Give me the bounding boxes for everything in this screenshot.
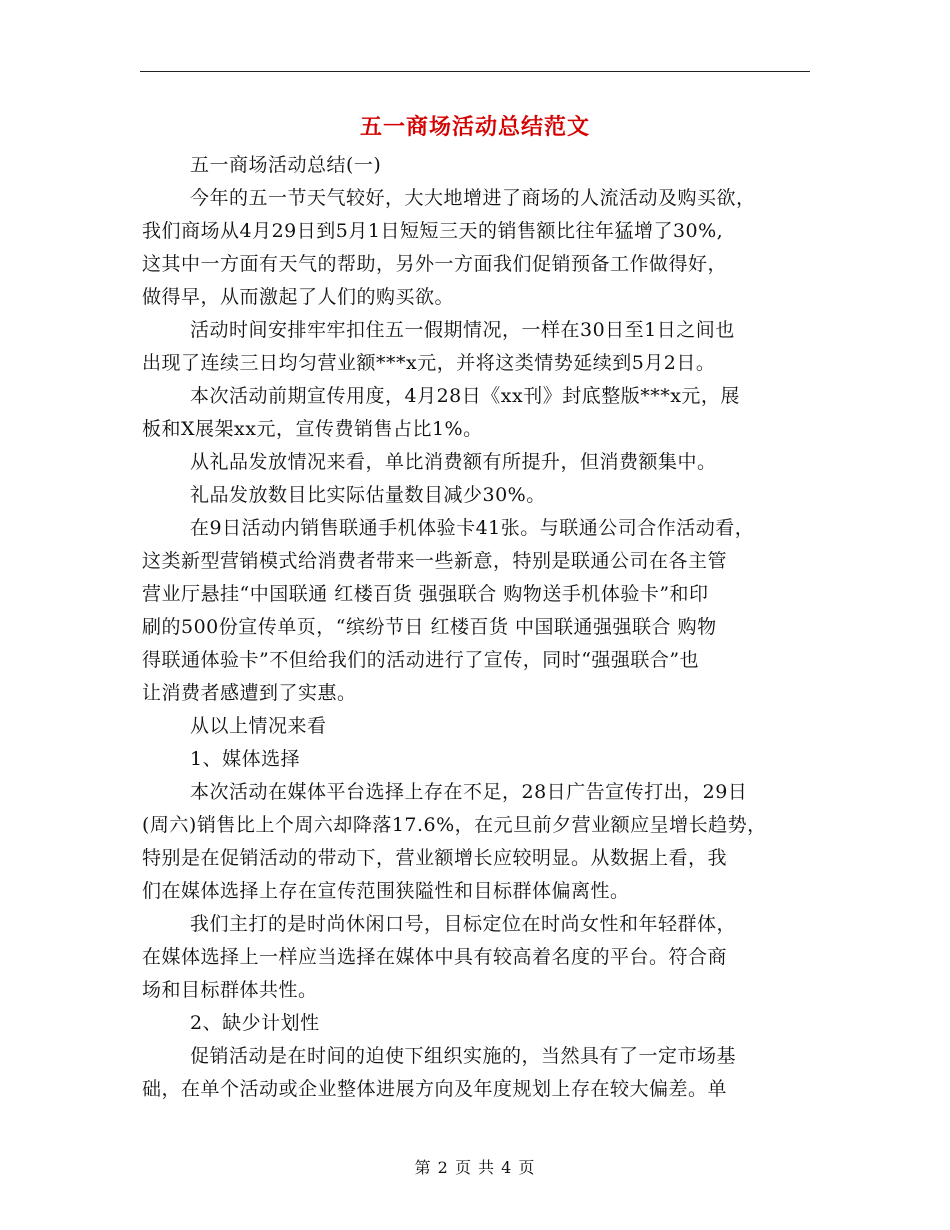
subheading: 2、缺少计划性 xyxy=(190,1012,320,1034)
paragraph-line: 这其中一方面有天气的帮助，另外一方面我们促销预备工作做得好， xyxy=(142,253,728,275)
page-footer: 第 2 页 共 4 页 xyxy=(414,1158,536,1177)
paragraph-line: 刷的500份宣传单页，“缤纷节日 红楼百货 中国联通强强联合 购物 xyxy=(142,616,717,638)
paragraph-line: 从以上情况来看 xyxy=(190,715,327,737)
paragraph-line: 场和目标群体共性。 xyxy=(142,979,318,1001)
paragraph-line: 本次活动前期宣传用度，4月28日《xx刊》封底整版***x元，展 xyxy=(190,385,740,407)
paragraph-line: 在媒体选择上一样应当选择在媒体中具有较高着名度的平台。符合商 xyxy=(142,946,728,968)
paragraph-line: 得联通体验卡”不但给我们的活动进行了宣传，同时“强强联合”也 xyxy=(142,649,700,671)
paragraph-line: 出现了连续三日均匀营业额***x元，并将这类情势延续到5月2日。 xyxy=(142,352,716,374)
paragraph-line: 活动时间安排牢牢扣住五一假期情况，一样在30日至1日之间也 xyxy=(190,319,735,341)
paragraph-line: 今年的五一节天气较好，大大地增进了商场的人流活动及购买欲， xyxy=(190,187,756,209)
document-title: 五一商场活动总结范文 xyxy=(359,114,590,140)
paragraph-line: (周六)销售比上个周六却降落17.6%，在元旦前夕营业额应呈增长趋势， xyxy=(142,814,767,836)
paragraph-line: 这类新型营销模式给消费者带来一些新意，特别是联通公司在各主管 xyxy=(142,550,728,572)
paragraph-line: 做得早，从而激起了人们的购买欲。 xyxy=(142,286,455,308)
paragraph-line: 本次活动在媒体平台选择上存在不足，28日广告宣传打出，29日 xyxy=(190,781,748,803)
paragraph-line: 我们商场从4月29日到5月1日短短三天的销售额比往年猛增了30%, xyxy=(142,220,724,242)
paragraph-line: 们在媒体选择上存在宣传范围狭隘性和目标群体偏离性。 xyxy=(142,880,630,902)
subheading: 1、媒体选择 xyxy=(190,748,301,770)
header-rule xyxy=(140,71,810,72)
section-heading: 五一商场活动总结(一) xyxy=(190,154,382,176)
paragraph-line: 在9日活动内销售联通手机体验卡41张。与联通公司合作活动看， xyxy=(190,517,755,539)
paragraph-line: 础，在单个活动或企业整体进展方向及年度规划上存在较大偏差。单 xyxy=(142,1078,728,1100)
paragraph-line: 从礼品发放情况来看，单比消费额有所提升，但消费额集中。 xyxy=(190,451,717,473)
paragraph-line: 营业厅悬挂“中国联通 红楼百货 强强联合 购物送手机体验卡”和印 xyxy=(142,583,709,605)
paragraph-line: 特别是在促销活动的带动下，营业额增长应较明显。从数据上看，我 xyxy=(142,847,728,869)
paragraph-line: 我们主打的是时尚休闲口号，目标定位在时尚女性和年轻群体， xyxy=(190,913,737,935)
paragraph-line: 礼品发放数目比实际估量数目减少30%。 xyxy=(190,484,546,506)
paragraph-line: 促销活动是在时间的迫使下组织实施的，当然具有了一定市场基 xyxy=(190,1045,737,1067)
paragraph-line: 让消费者感遭到了实惠。 xyxy=(142,682,357,704)
paragraph-line: 板和X展架xx元，宣传费销售占比1%。 xyxy=(142,418,483,440)
